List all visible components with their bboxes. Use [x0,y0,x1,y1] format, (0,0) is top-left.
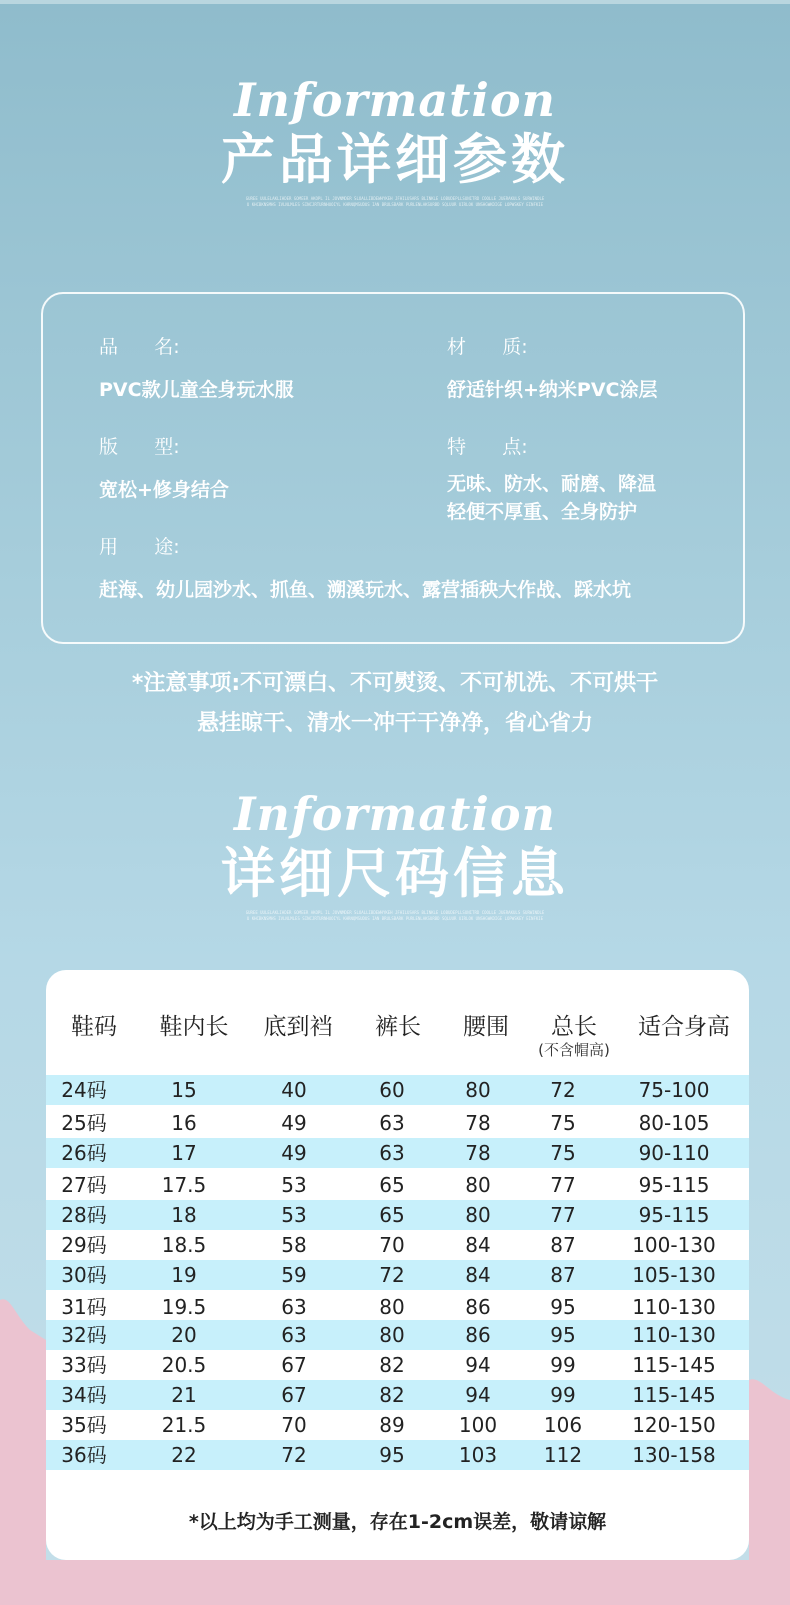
cell-fit-height: 95-115 [638,1173,710,1197]
cell-total-length: 75 [550,1111,576,1135]
use-label: 用 途: [99,536,180,558]
cell-insole-length: 21.5 [161,1413,207,1437]
cell-fit-height: 115-145 [632,1353,716,1377]
table-row [46,1380,749,1410]
cell-insole-length: 18 [171,1203,197,1227]
cell-shoe-size: 33码 [61,1353,107,1377]
cell-insole-length: 17.5 [161,1173,207,1197]
cell-fit-height: 120-150 [632,1413,716,1437]
section2-decorative-text: GUREE UULELAKLIHDER GOMEER AKOPL IL JOVNMDER SLOALLIBDEWHYKEH JFHILUSARS BLINKLE LOBUDEPLLSUNITRD COOLLE JUERAKULS SURWINDLE U KHCBKNSMHS IVLNLMLES SINCJRTURNHUOIYL KHRNQMSUDUS IAN BRULSBARK PURLENLAKSURBD SQLUUR UIRLOK UNSHGWKDIGE LOPWSKEY EINFKIE [245,910,545,921]
feature-field [447,434,656,526]
cell-total-length: 87 [550,1263,576,1287]
feature-value: 无味、防水、耐磨、降温 轻便不厚重、全身防护 [447,473,657,523]
section2-header [0,786,790,922]
header-crotch-depth: 底到裆 [263,1014,333,1040]
cell-waist: 78 [465,1111,491,1135]
table-row [46,1138,749,1168]
cell-pants-length: 82 [379,1353,405,1377]
cell-pants-length: 63 [379,1141,405,1165]
cell-insole-length: 21 [171,1383,197,1407]
section2-title: 详细尺码信息 [221,842,569,905]
cell-fit-height: 105-130 [632,1263,716,1287]
care-notice-line2: 悬挂晾干、清水一冲干干净净，省心省力 [196,711,593,736]
cell-crotch-depth: 63 [281,1323,307,1347]
header-shoe-size: 鞋码 [71,1014,117,1040]
cell-fit-height: 100-130 [632,1233,716,1257]
cell-waist: 94 [465,1383,491,1407]
table-row [46,1170,749,1200]
table-row [46,1410,749,1440]
cell-shoe-size: 32码 [61,1323,107,1347]
cell-insole-length: 20 [171,1323,197,1347]
cell-waist: 80 [465,1203,491,1227]
cell-crotch-depth: 59 [281,1263,307,1287]
cell-fit-height: 95-115 [638,1203,710,1227]
top-divider [0,0,790,4]
cell-total-length: 77 [550,1203,576,1227]
cell-crotch-depth: 40 [281,1078,307,1102]
cell-crotch-depth: 49 [281,1111,307,1135]
measurement-footnote: *以上均为手工测量，存在1-2cm误差，敬请谅解 [188,1511,607,1533]
cell-pants-length: 60 [379,1078,405,1102]
table-row [46,1108,749,1138]
cell-crotch-depth: 53 [281,1203,307,1227]
cell-waist: 103 [458,1443,498,1467]
cell-total-length: 99 [550,1353,576,1377]
cell-shoe-size: 29码 [61,1233,107,1257]
cell-shoe-size: 24码 [61,1078,107,1102]
cell-shoe-size: 31码 [61,1295,107,1319]
style-value: 宽松+修身结合 [99,479,229,501]
cell-fit-height: 115-145 [632,1383,716,1407]
cell-crotch-depth: 53 [281,1173,307,1197]
cell-pants-length: 89 [379,1413,405,1437]
cell-fit-height: 75-100 [638,1078,710,1102]
cell-pants-length: 63 [379,1111,405,1135]
cell-waist: 84 [465,1233,491,1257]
cell-crotch-depth: 49 [281,1141,307,1165]
cell-waist: 86 [465,1323,491,1347]
cell-pants-length: 65 [379,1173,405,1197]
cell-waist: 78 [465,1141,491,1165]
cell-waist: 80 [465,1173,491,1197]
cell-pants-length: 72 [379,1263,405,1287]
cell-crotch-depth: 67 [281,1353,307,1377]
cell-shoe-size: 27码 [61,1173,107,1197]
cell-fit-height: 80-105 [638,1111,710,1135]
cell-total-length: 99 [550,1383,576,1407]
cell-pants-length: 82 [379,1383,405,1407]
cell-insole-length: 17 [171,1141,197,1165]
cell-total-length: 112 [543,1443,583,1467]
use-value: 赶海、幼儿园沙水、抓鱼、溯溪玩水、露营插秧大作战、踩水坑 [99,579,632,601]
cell-total-length: 95 [550,1323,576,1347]
cell-pants-length: 70 [379,1233,405,1257]
cell-insole-length: 22 [171,1443,197,1467]
cell-shoe-size: 26码 [61,1141,107,1165]
name-value: PVC款儿童全身玩水服 [99,379,294,401]
cell-shoe-size: 25码 [61,1111,107,1135]
cell-total-length: 75 [550,1141,576,1165]
cell-pants-length: 80 [379,1295,405,1319]
cell-total-length: 77 [550,1173,576,1197]
cell-crotch-depth: 72 [281,1443,307,1467]
cell-shoe-size: 30码 [61,1263,107,1287]
size-table-header [46,970,749,1078]
cell-total-length: 106 [543,1413,583,1437]
cell-fit-height: 110-130 [632,1323,716,1347]
header-total-length-label: 总长 [551,1014,597,1040]
table-row [46,1075,749,1105]
table-row [46,1230,749,1260]
header-total-length-note: (不含帽高) [538,1041,610,1059]
care-notice-line1: *注意事项:不可漂白、不可熨烫、不可机洗、不可烘干 [131,671,659,696]
cell-insole-length: 19.5 [161,1295,207,1319]
section2-script-title: Information [234,787,556,841]
cell-fit-height: 110-130 [632,1295,716,1319]
cell-shoe-size: 34码 [61,1383,107,1407]
table-row [46,1320,749,1350]
header-insole-length: 鞋内长 [159,1014,229,1040]
table-row [46,1292,749,1322]
header-pants-length: 裤长 [375,1014,421,1040]
style-field [99,434,229,504]
cell-shoe-size: 28码 [61,1203,107,1227]
section1-title: 产品详细参数 [221,128,569,191]
use-field [99,534,631,604]
cell-insole-length: 20.5 [161,1353,207,1377]
header-waist: 腰围 [463,1014,509,1040]
cell-crotch-depth: 67 [281,1383,307,1407]
product-info-box [41,292,745,644]
cell-total-length: 95 [550,1295,576,1319]
cell-pants-length: 80 [379,1323,405,1347]
feature-label: 特 点: [447,436,528,458]
material-field [447,334,658,404]
cell-waist: 94 [465,1353,491,1377]
table-row [46,1260,749,1290]
section1-decorative-text: GUREE UULELAKLIHDER GOMEER AKOPL IL JOVNMDER SLOALLIBDEWHYKEH JFHILUSARS BLINKLE LOBUDEPLLSUNITRD COOLLE JUERAKULS SURWINDLE U KHCBKNSMHS IVLNLMLES SINCJRTURNHUOIYL KHRNQMSUDUS IAN BRULSBARK PURLENLAKSURBD SQLUUR UIRLOK UNSHGWKDIGE LOPWSKEY EINFKIE [245,196,545,207]
cell-waist: 80 [465,1078,491,1102]
material-value: 舒适针织+纳米PVC涂层 [447,379,658,401]
cell-waist: 86 [465,1295,491,1319]
cell-insole-length: 19 [171,1263,197,1287]
cell-shoe-size: 35码 [61,1413,107,1437]
header-total-length [538,1008,610,1060]
table-row [46,1440,749,1470]
size-table-card [46,970,749,1560]
cell-crotch-depth: 58 [281,1233,307,1257]
name-field [99,334,294,404]
cell-waist: 84 [465,1263,491,1287]
cell-total-length: 87 [550,1233,576,1257]
table-row [46,1350,749,1380]
section1-header [0,72,790,208]
name-label: 品 名: [99,336,180,358]
cell-waist: 100 [458,1413,498,1437]
cell-crotch-depth: 70 [281,1413,307,1437]
cell-pants-length: 65 [379,1203,405,1227]
header-fit-height: 适合身高 [638,1014,730,1040]
material-label: 材 质: [447,336,528,358]
section1-script-title: Information [234,73,556,127]
cell-fit-height: 90-110 [638,1141,710,1165]
cell-total-length: 72 [550,1078,576,1102]
table-row [46,1200,749,1230]
cell-shoe-size: 36码 [61,1443,107,1467]
cell-pants-length: 95 [379,1443,405,1467]
cell-crotch-depth: 63 [281,1295,307,1319]
style-label: 版 型: [99,436,180,458]
cell-insole-length: 16 [171,1111,197,1135]
cell-insole-length: 15 [171,1078,197,1102]
cell-fit-height: 130-158 [632,1443,716,1467]
cell-insole-length: 18.5 [161,1233,207,1257]
